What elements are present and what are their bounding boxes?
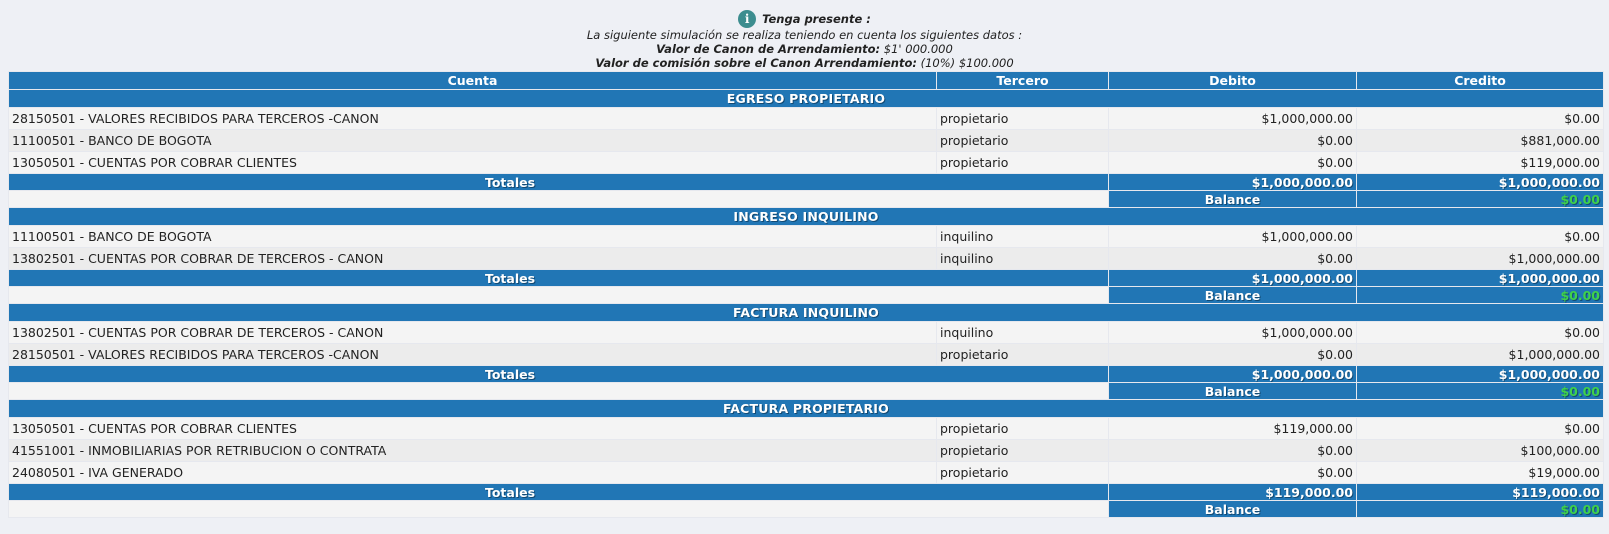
section-title: EGRESO PROPIETARIO (9, 90, 1604, 108)
cell-tercero: inquilino (937, 226, 1109, 248)
table-row (9, 344, 1604, 366)
cell-credito: $0.00 (1357, 418, 1604, 440)
balance-row (9, 383, 1604, 400)
table-header-row (9, 72, 1604, 90)
cell-tercero: propietario (937, 462, 1109, 484)
cell-cuenta: 28150501 - VALORES RECIBIDOS PARA TERCEROS -CANON (9, 344, 937, 366)
cell-debito: $119,000.00 (1109, 418, 1357, 440)
info-icon: i (738, 10, 756, 28)
total-debito: $1,000,000.00 (1109, 270, 1357, 287)
totals-label: Totales (9, 174, 1109, 191)
balance-label: Balance (1109, 287, 1357, 304)
cell-credito: $100,000.00 (1357, 440, 1604, 462)
cell-cuenta: 24080501 - IVA GENERADO (9, 462, 937, 484)
cell-tercero: propietario (937, 108, 1109, 130)
cell-debito: $1,000,000.00 (1109, 322, 1357, 344)
table-row (9, 440, 1604, 462)
section-header-row (9, 304, 1604, 322)
note-comision (0, 56, 1609, 70)
note-canon (0, 42, 1609, 56)
cell-credito: $1,000,000.00 (1357, 248, 1604, 270)
total-credito: $1,000,000.00 (1357, 366, 1604, 383)
cell-credito: $1,000,000.00 (1357, 344, 1604, 366)
cell-debito: $0.00 (1109, 152, 1357, 174)
balance-spacer (9, 501, 1109, 518)
col-header-credito: Credito (1357, 72, 1604, 90)
col-header-debito: Debito (1109, 72, 1357, 90)
balance-value: $0.00 (1357, 501, 1604, 518)
cell-debito: $0.00 (1109, 130, 1357, 152)
cell-debito: $0.00 (1109, 248, 1357, 270)
cell-cuenta: 11100501 - BANCO DE BOGOTA (9, 130, 937, 152)
section-header-row (9, 90, 1604, 108)
cell-cuenta: 11100501 - BANCO DE BOGOTA (9, 226, 937, 248)
cell-cuenta: 13802501 - CUENTAS POR COBRAR DE TERCEROS - CANON (9, 322, 937, 344)
table-row (9, 152, 1604, 174)
cell-debito: $1,000,000.00 (1109, 108, 1357, 130)
section-header-row (9, 208, 1604, 226)
table-row (9, 418, 1604, 440)
table-row (9, 130, 1604, 152)
total-debito: $1,000,000.00 (1109, 366, 1357, 383)
totals-row (9, 174, 1604, 191)
cell-cuenta: 13802501 - CUENTAS POR COBRAR DE TERCEROS - CANON (9, 248, 937, 270)
cell-tercero: propietario (937, 440, 1109, 462)
canon-value: $1' 000.000 (883, 42, 953, 56)
balance-value: $0.00 (1357, 383, 1604, 400)
comision-value: (10%) $100.000 (920, 56, 1014, 70)
cell-credito: $0.00 (1357, 108, 1604, 130)
total-credito: $1,000,000.00 (1357, 270, 1604, 287)
note-title (738, 10, 871, 28)
balance-label: Balance (1109, 383, 1357, 400)
balance-spacer (9, 287, 1109, 304)
totals-row (9, 270, 1604, 287)
total-debito: $119,000.00 (1109, 484, 1357, 501)
total-credito: $119,000.00 (1357, 484, 1604, 501)
cell-cuenta: 13050501 - CUENTAS POR COBRAR CLIENTES (9, 418, 937, 440)
balance-value: $0.00 (1357, 287, 1604, 304)
cell-tercero: propietario (937, 130, 1109, 152)
table-row (9, 108, 1604, 130)
cell-debito: $0.00 (1109, 462, 1357, 484)
section-title: FACTURA PROPIETARIO (9, 400, 1604, 418)
section-title: INGRESO INQUILINO (9, 208, 1604, 226)
cell-debito: $1,000,000.00 (1109, 226, 1357, 248)
totals-label: Totales (9, 270, 1109, 287)
cell-credito: $19,000.00 (1357, 462, 1604, 484)
cell-credito: $119,000.00 (1357, 152, 1604, 174)
cell-credito: $881,000.00 (1357, 130, 1604, 152)
cell-tercero: inquilino (937, 248, 1109, 270)
table-row (9, 226, 1604, 248)
balance-spacer (9, 191, 1109, 208)
cell-tercero: propietario (937, 344, 1109, 366)
total-credito: $1,000,000.00 (1357, 174, 1604, 191)
cell-debito: $0.00 (1109, 344, 1357, 366)
totals-label: Totales (9, 484, 1109, 501)
cell-cuenta: 41551001 - INMOBILIARIAS POR RETRIBUCION O CONTRATA (9, 440, 937, 462)
col-header-cuenta: Cuenta (9, 72, 937, 90)
balance-row (9, 191, 1604, 208)
canon-label: Valor de Canon de Arrendamiento: (656, 42, 881, 56)
cell-credito: $0.00 (1357, 226, 1604, 248)
col-header-tercero: Tercero (937, 72, 1109, 90)
section-header-row (9, 400, 1604, 418)
table-row (9, 322, 1604, 344)
totals-row (9, 484, 1604, 501)
table-body (9, 90, 1604, 518)
totals-row (9, 366, 1604, 383)
totals-label: Totales (9, 366, 1109, 383)
cell-cuenta: 13050501 - CUENTAS POR COBRAR CLIENTES (9, 152, 937, 174)
cell-tercero: propietario (937, 418, 1109, 440)
table-row (9, 462, 1604, 484)
balance-value: $0.00 (1357, 191, 1604, 208)
balance-label: Balance (1109, 191, 1357, 208)
cell-tercero: propietario (937, 152, 1109, 174)
simulation-note (0, 0, 1609, 70)
note-line1: La siguiente simulación se realiza teniendo en cuenta los siguientes datos : (586, 28, 1023, 42)
section-title: FACTURA INQUILINO (9, 304, 1604, 322)
table-row (9, 248, 1604, 270)
accounting-simulation-table (8, 71, 1604, 518)
comision-label: Valor de comisión sobre el Canon Arrendamiento: (595, 56, 917, 70)
balance-spacer (9, 383, 1109, 400)
cell-tercero: inquilino (937, 322, 1109, 344)
cell-credito: $0.00 (1357, 322, 1604, 344)
cell-cuenta: 28150501 - VALORES RECIBIDOS PARA TERCEROS -CANON (9, 108, 937, 130)
balance-label: Balance (1109, 501, 1357, 518)
balance-row (9, 501, 1604, 518)
note-title-text: Tenga presente : (762, 12, 871, 26)
cell-debito: $0.00 (1109, 440, 1357, 462)
balance-row (9, 287, 1604, 304)
total-debito: $1,000,000.00 (1109, 174, 1357, 191)
